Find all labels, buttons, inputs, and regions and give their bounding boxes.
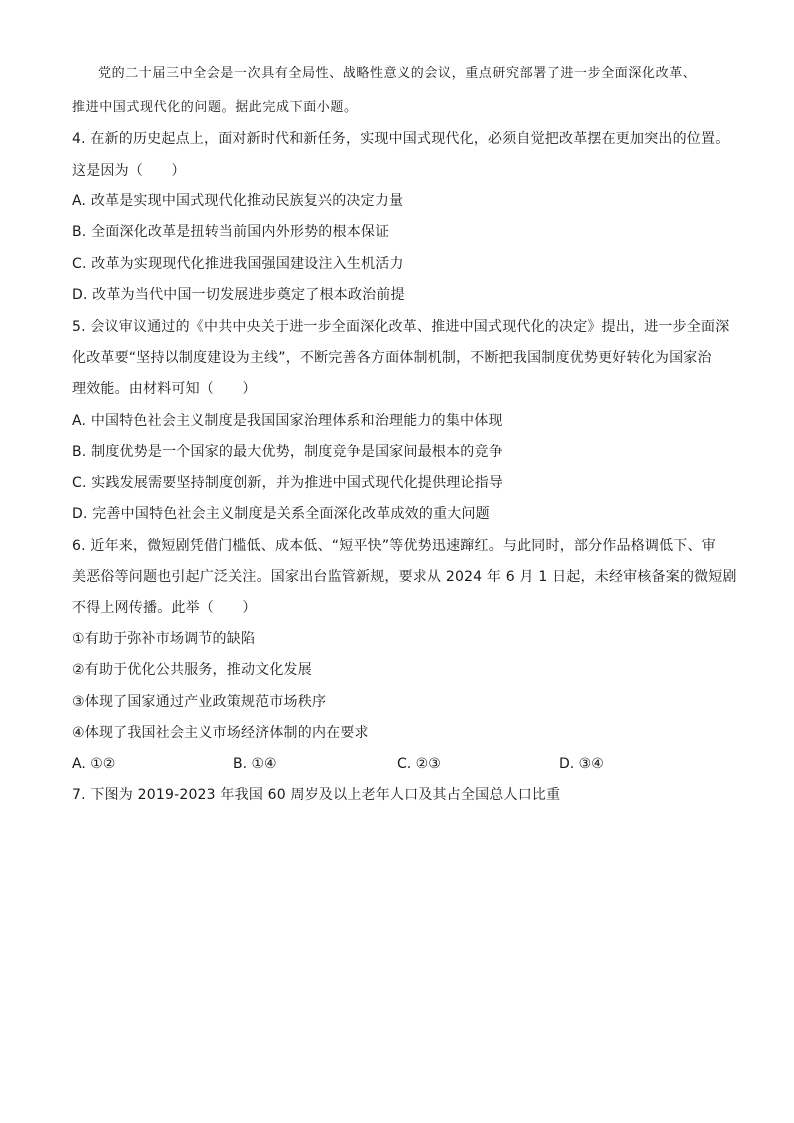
q5-stem-line-1: 5. 会议审议通过的《中共中央关于进一步全面深化改革、推进中国式现代化的决定》提出，进一步全面深 xyxy=(72,319,730,335)
q4-option-a: A. 改革是实现中国式现代化推动民族复兴的决定力量 xyxy=(72,193,404,209)
q5-option-d: D. 完善中国特色社会主义制度是关系全面深化改革成效的重大问题 xyxy=(72,506,490,522)
q4-option-c: C. 改革为实现现代化推进我国强国建设注入生机活力 xyxy=(72,256,404,272)
q5-option-c: C. 实践发展需要坚持制度创新，并为推进中国式现代化提供理论指导 xyxy=(72,475,504,491)
intro-line-1: 党的二十届三中全会是一次具有全局性、战略性意义的会议，重点研究部署了进一步全面深化改革、 xyxy=(98,66,697,81)
q4-option-d: D. 改革为当代中国一切发展进步奠定了根本政治前提 xyxy=(72,287,405,303)
q6-stem-line-3: 不得上网传播。此举（ ） xyxy=(72,600,257,616)
q4-stem-line-1: 4. 在新的历史起点上，面对新时代和新任务，实现中国式现代化，必须自觉把改革摆在更加突出的位置。 xyxy=(72,131,730,147)
q6-statement-2: ②有助于优化公共服务，推动文化发展 xyxy=(72,662,312,678)
q5-option-b: B. 制度优势是一个国家的最大优势，制度竞争是国家间最根本的竞争 xyxy=(72,444,503,460)
q6-stem-line-1: 6. 近年来，微短剧凭借门槛低、成本低、“短平快”等优势迅速蹿红。与此同时，部分作品格调低下、审 xyxy=(72,538,716,554)
q5-stem-line-2: 化改革要“坚持以制度建设为主线”，不断完善各方面体制机制，不断把我国制度优势更好转化为国家治 xyxy=(72,350,712,366)
q6-stem-line-2: 美恶俗等问题也引起广泛关注。国家出台监管新规，要求从 2024 年 6 月 1 日起，未经审核备案的微短剧 xyxy=(72,569,737,585)
q6-option-c: C. ②③ xyxy=(397,756,441,772)
q4-stem-line-2: 这是因为（ ） xyxy=(72,163,186,179)
q5-stem-line-3: 理效能。由材料可知（ ） xyxy=(72,381,257,397)
q6-statement-3: ③体现了国家通过产业政策规范市场秩序 xyxy=(72,694,327,710)
q5-option-a: A. 中国特色社会主义制度是我国国家治理体系和治理能力的集中体现 xyxy=(72,413,503,429)
q6-statement-4: ④体现了我国社会主义市场经济体制的内在要求 xyxy=(72,725,369,741)
q6-option-a: A. ①② xyxy=(72,756,116,772)
q7-stem-line-1: 7. 下图为 2019-2023 年我国 60 周岁及以上老年人口及其占全国总人口比重 xyxy=(72,787,561,803)
intro-line-2: 推进中国式现代化的问题。据此完成下面小题。 xyxy=(72,100,358,115)
q6-option-d: D. ③④ xyxy=(559,756,604,772)
q6-statement-1: ①有助于弥补市场调节的缺陷 xyxy=(72,631,256,647)
q4-option-b: B. 全面深化改革是扭转当前国内外形势的根本保证 xyxy=(72,224,390,240)
q6-option-b: B. ①④ xyxy=(233,756,277,772)
